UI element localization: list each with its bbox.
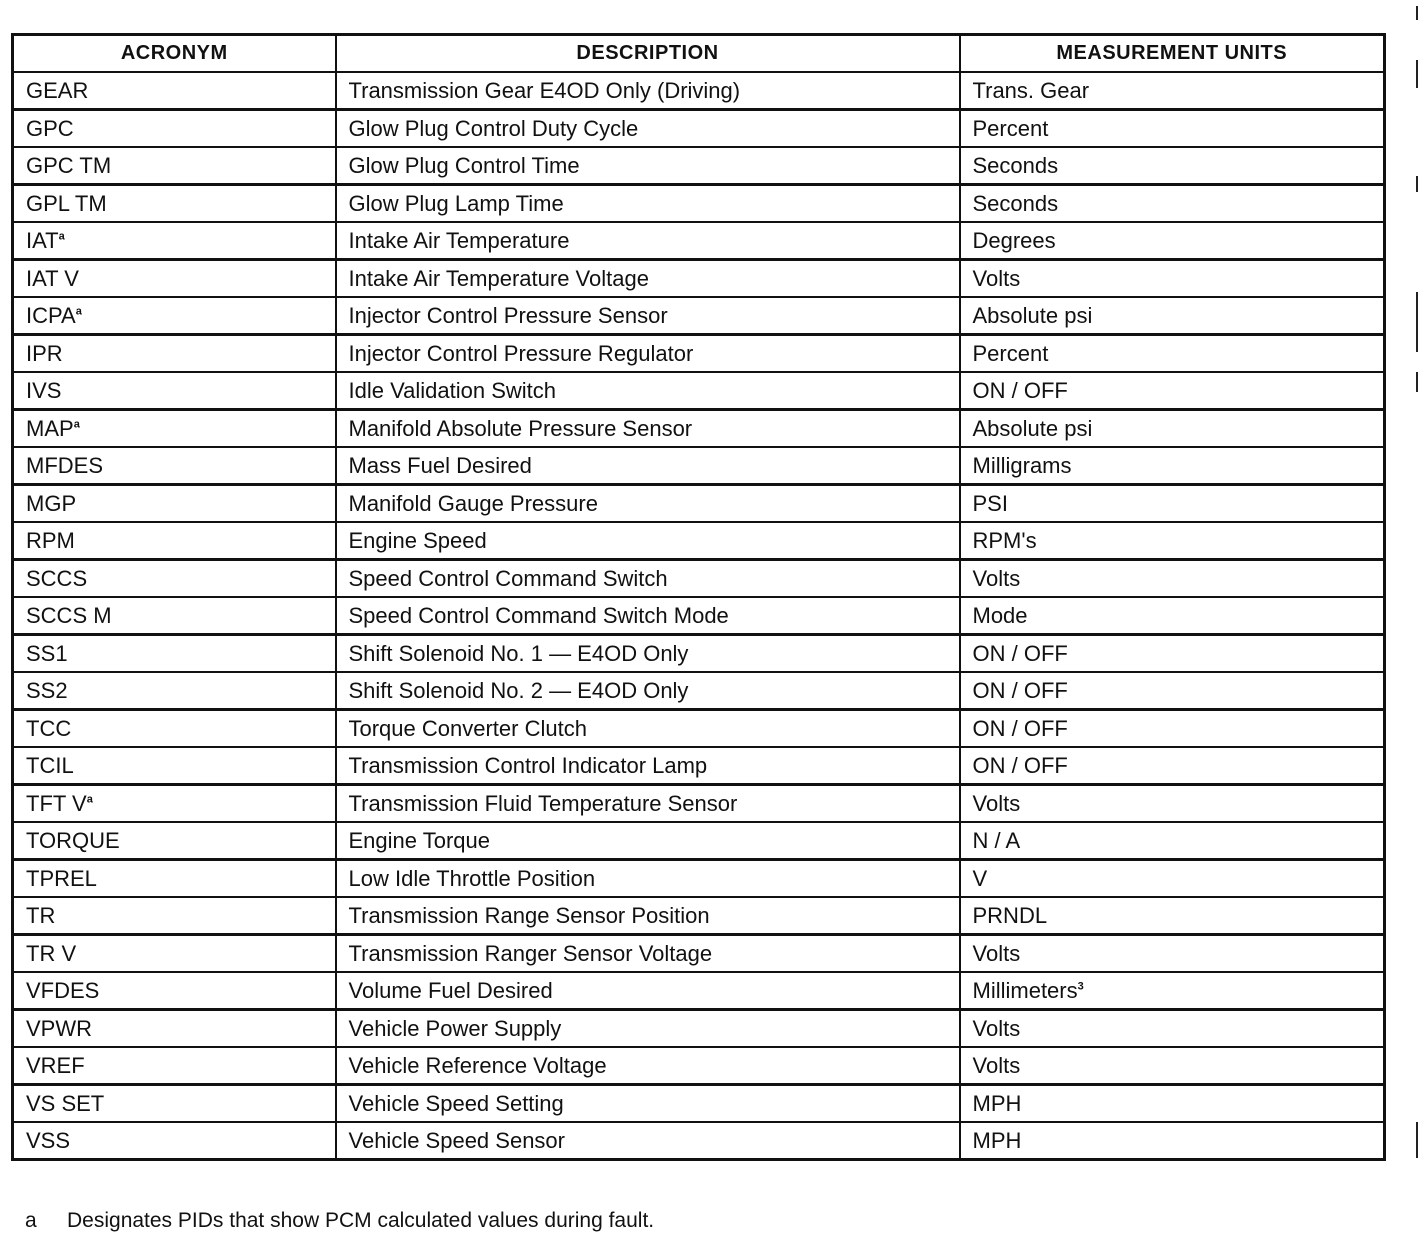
units-superscript: 3	[1077, 980, 1084, 993]
units-cell	[960, 597, 1385, 635]
acronym-text: SCCS M	[26, 603, 112, 628]
table-row	[13, 822, 1385, 860]
units-cell	[960, 335, 1385, 373]
acronym-cell	[13, 447, 336, 485]
acronym-cell	[13, 260, 336, 298]
units-text: PRNDL	[972, 903, 1048, 928]
description-cell: Manifold Gauge Pressure	[336, 485, 960, 523]
acronym-text: GEAR	[26, 78, 89, 103]
description-cell: Vehicle Speed Setting	[336, 1085, 960, 1123]
table-row	[13, 185, 1385, 223]
table-body	[13, 72, 1385, 1160]
table-row	[13, 635, 1385, 673]
table-row	[13, 297, 1385, 335]
header-measurement-units: MEASUREMENT UNITS	[960, 35, 1385, 73]
acronym-cell	[13, 485, 336, 523]
units-text: Absolute psi	[972, 416, 1093, 441]
units-text: Volts	[972, 566, 1021, 591]
acronym-cell	[13, 935, 336, 973]
scan-edge-mark	[1416, 60, 1418, 88]
table-row	[13, 1122, 1385, 1160]
units-cell	[960, 447, 1385, 485]
table-row	[13, 785, 1385, 823]
table-row	[13, 560, 1385, 598]
table-row	[13, 897, 1385, 935]
acronym-cell	[13, 297, 336, 335]
description-cell: Shift Solenoid No. 2 — E4OD Only	[336, 672, 960, 710]
units-text: Volts	[972, 1053, 1021, 1078]
units-cell	[960, 410, 1385, 448]
acronym-cell	[13, 1047, 336, 1085]
description-cell: Intake Air Temperature	[336, 222, 960, 260]
units-text: ON / OFF	[972, 678, 1068, 703]
description-cell: Shift Solenoid No. 1 — E4OD Only	[336, 635, 960, 673]
table-row	[13, 747, 1385, 785]
units-text: Seconds	[972, 191, 1059, 216]
acronym-text: MFDES	[26, 453, 103, 478]
acronym-text: SS1	[26, 641, 68, 666]
units-text: Milligrams	[972, 453, 1072, 478]
units-text: Mode	[972, 603, 1028, 628]
description-cell: Speed Control Command Switch	[336, 560, 960, 598]
acronym-cell	[13, 897, 336, 935]
description-cell: Speed Control Command Switch Mode	[336, 597, 960, 635]
footnote	[25, 1206, 654, 1236]
units-cell	[960, 747, 1385, 785]
acronym-cell	[13, 1122, 336, 1160]
acronym-cell	[13, 560, 336, 598]
units-text: Percent	[972, 116, 1049, 141]
description-cell: Volume Fuel Desired	[336, 972, 960, 1010]
acronym-text: TCIL	[26, 753, 74, 778]
units-cell	[960, 522, 1385, 560]
table-row	[13, 710, 1385, 748]
description-cell: Vehicle Reference Voltage	[336, 1047, 960, 1085]
units-text: Volts	[972, 791, 1021, 816]
units-cell	[960, 1085, 1385, 1123]
acronym-text: VREF	[26, 1053, 85, 1078]
acronym-text: GPC TM	[26, 153, 112, 178]
acronym-text: MGP	[26, 491, 77, 516]
scan-edge-mark	[1416, 292, 1418, 352]
acronym-text: ICPA	[26, 303, 76, 328]
units-cell	[960, 372, 1385, 410]
description-cell: Low Idle Throttle Position	[336, 860, 960, 898]
table-row	[13, 672, 1385, 710]
table-row	[13, 335, 1385, 373]
units-text: Seconds	[972, 153, 1059, 178]
acronym-cell	[13, 672, 336, 710]
units-cell	[960, 222, 1385, 260]
acronym-cell	[13, 747, 336, 785]
units-cell	[960, 485, 1385, 523]
units-cell	[960, 147, 1385, 185]
acronym-text: TPREL	[26, 866, 97, 891]
table-row	[13, 110, 1385, 148]
table-row	[13, 72, 1385, 110]
description-cell: Mass Fuel Desired	[336, 447, 960, 485]
scan-edge-mark	[1416, 372, 1418, 392]
acronym-cell	[13, 710, 336, 748]
units-cell	[960, 635, 1385, 673]
header-description: DESCRIPTION	[336, 35, 960, 73]
scan-edge-mark	[1416, 176, 1418, 192]
units-cell	[960, 1122, 1385, 1160]
acronym-text: SCCS	[26, 566, 88, 591]
units-cell	[960, 972, 1385, 1010]
description-cell: Idle Validation Switch	[336, 372, 960, 410]
header-row	[13, 35, 1385, 73]
description-cell: Glow Plug Control Time	[336, 147, 960, 185]
table-row	[13, 1047, 1385, 1085]
units-cell	[960, 672, 1385, 710]
acronym-text: GPL TM	[26, 191, 107, 216]
acronym-cell	[13, 635, 336, 673]
units-cell	[960, 710, 1385, 748]
acronym-text: VS SET	[26, 1091, 105, 1116]
description-cell: Engine Speed	[336, 522, 960, 560]
units-text: Absolute psi	[972, 303, 1093, 328]
footnote-text: Designates PIDs that show PCM calculated values during fault.	[67, 1209, 655, 1232]
units-cell	[960, 822, 1385, 860]
units-text: Volts	[972, 1016, 1021, 1041]
acronym-cell	[13, 1085, 336, 1123]
units-text: ON / OFF	[972, 716, 1068, 741]
acronym-text: VSS	[26, 1128, 71, 1153]
description-cell: Transmission Fluid Temperature Sensor	[336, 785, 960, 823]
table-row	[13, 260, 1385, 298]
description-cell: Injector Control Pressure Regulator	[336, 335, 960, 373]
table-row	[13, 485, 1385, 523]
description-cell: Glow Plug Control Duty Cycle	[336, 110, 960, 148]
footnote-ref: a	[58, 230, 65, 243]
scan-edge-mark	[1416, 6, 1418, 20]
units-text: V	[972, 866, 988, 891]
footnote-ref: a	[86, 793, 93, 806]
acronym-text: VPWR	[26, 1016, 92, 1041]
acronym-text: TR V	[26, 941, 77, 966]
units-cell	[960, 897, 1385, 935]
units-cell	[960, 1010, 1385, 1048]
acronym-cell	[13, 785, 336, 823]
units-cell	[960, 560, 1385, 598]
table-row	[13, 860, 1385, 898]
units-cell	[960, 860, 1385, 898]
units-cell	[960, 260, 1385, 298]
footnote-ref: a	[75, 305, 82, 318]
units-text: Volts	[972, 266, 1021, 291]
table-row	[13, 522, 1385, 560]
units-cell	[960, 785, 1385, 823]
acronym-cell	[13, 72, 336, 110]
acronym-cell	[13, 597, 336, 635]
units-text: ON / OFF	[972, 753, 1068, 778]
acronym-cell	[13, 822, 336, 860]
acronym-text: IAT	[26, 228, 59, 253]
description-cell: Glow Plug Lamp Time	[336, 185, 960, 223]
units-text: ON / OFF	[972, 641, 1068, 666]
units-cell	[960, 110, 1385, 148]
table-row	[13, 972, 1385, 1010]
acronym-text: RPM	[26, 528, 75, 553]
description-cell: Transmission Control Indicator Lamp	[336, 747, 960, 785]
units-cell	[960, 1047, 1385, 1085]
description-cell: Injector Control Pressure Sensor	[336, 297, 960, 335]
acronym-cell	[13, 860, 336, 898]
units-text: MPH	[972, 1128, 1022, 1153]
footnote-marker: a	[25, 1209, 37, 1232]
units-cell	[960, 72, 1385, 110]
footnote-ref: a	[73, 418, 80, 431]
description-cell: Engine Torque	[336, 822, 960, 860]
acronym-text: IVS	[26, 378, 62, 403]
units-text: Percent	[972, 341, 1049, 366]
acronym-cell	[13, 335, 336, 373]
acronym-text: MAP	[26, 416, 74, 441]
acronym-cell	[13, 222, 336, 260]
acronym-cell	[13, 110, 336, 148]
description-cell: Intake Air Temperature Voltage	[336, 260, 960, 298]
units-text: MPH	[972, 1091, 1022, 1116]
pid-table	[11, 33, 1386, 1161]
description-cell: Vehicle Speed Sensor	[336, 1122, 960, 1160]
description-cell: Torque Converter Clutch	[336, 710, 960, 748]
acronym-text: SS2	[26, 678, 68, 703]
units-cell	[960, 185, 1385, 223]
table-row	[13, 935, 1385, 973]
units-text: Trans. Gear	[972, 78, 1090, 103]
acronym-text: IAT V	[26, 266, 79, 291]
acronym-cell	[13, 1010, 336, 1048]
description-cell: Transmission Range Sensor Position	[336, 897, 960, 935]
units-text: Degrees	[972, 228, 1056, 253]
acronym-text: VFDES	[26, 978, 100, 1003]
units-text: N / A	[972, 828, 1021, 853]
table-row	[13, 597, 1385, 635]
table-row	[13, 447, 1385, 485]
units-cell	[960, 297, 1385, 335]
description-cell: Transmission Gear E4OD Only (Driving)	[336, 72, 960, 110]
acronym-cell	[13, 972, 336, 1010]
table-row	[13, 1085, 1385, 1123]
acronym-cell	[13, 522, 336, 560]
header-acronym: ACRONYM	[13, 35, 336, 73]
acronym-text: GPC	[26, 116, 74, 141]
acronym-cell	[13, 410, 336, 448]
acronym-text: TFT V	[26, 791, 87, 816]
description-cell: Manifold Absolute Pressure Sensor	[336, 410, 960, 448]
table-row	[13, 222, 1385, 260]
acronym-text: TCC	[26, 716, 72, 741]
acronym-text: IPR	[26, 341, 63, 366]
description-cell: Vehicle Power Supply	[336, 1010, 960, 1048]
units-text: RPM's	[972, 528, 1037, 553]
units-cell	[960, 935, 1385, 973]
acronym-cell	[13, 372, 336, 410]
acronym-cell	[13, 185, 336, 223]
acronym-text: TORQUE	[26, 828, 120, 853]
scan-edge-mark	[1416, 1122, 1418, 1158]
units-text: PSI	[972, 491, 1008, 516]
table-row	[13, 410, 1385, 448]
description-cell: Transmission Ranger Sensor Voltage	[336, 935, 960, 973]
units-text: ON / OFF	[972, 378, 1068, 403]
table-row	[13, 372, 1385, 410]
acronym-cell	[13, 147, 336, 185]
units-text: Millimeters	[972, 978, 1078, 1003]
table-row	[13, 1010, 1385, 1048]
units-text: Volts	[972, 941, 1021, 966]
acronym-text: TR	[26, 903, 56, 928]
table-row	[13, 147, 1385, 185]
